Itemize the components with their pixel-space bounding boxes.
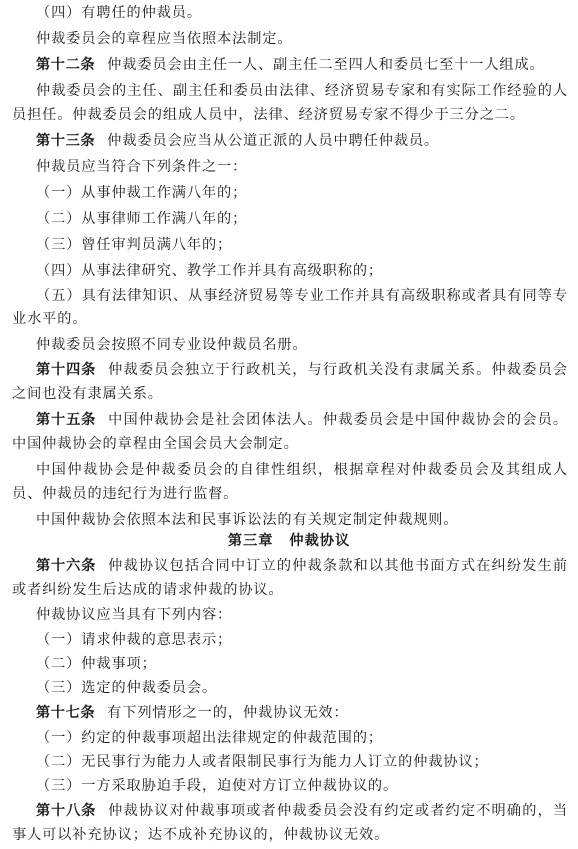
- article-number: 第十二条: [36, 57, 96, 73]
- list-item: （一）从事仲裁工作满八年的；: [36, 185, 248, 201]
- paragraph-line: 员、仲裁员的违纪行为进行监督。: [12, 486, 239, 502]
- paragraph-line: （四）有聘任的仲裁员。: [36, 5, 202, 21]
- list-item: （二）仲裁事项；: [36, 656, 157, 672]
- article-number: 第十八条: [36, 803, 97, 819]
- paragraph-line: 业水平的。: [12, 311, 88, 327]
- list-item: （三）一方采取胁迫手段，迫使对方订立仲裁协议的。: [36, 778, 399, 794]
- paragraph-line: 仲裁委员会的主任、副主任和委员由法律、经济贸易专家和有实际工作经验的人: [36, 83, 568, 99]
- article-line: [36, 702, 568, 724]
- paragraph-line: 中国仲裁协会是仲裁委员会的自律性组织，根据章程对仲裁委员会及其组成人: [36, 462, 568, 478]
- article-line: [36, 359, 568, 381]
- article-text: 仲裁协议对仲裁事项或者仲裁委员会没有约定或者约定不明确的，当: [108, 803, 568, 819]
- paragraph-line: 或者纠纷发生后达成的请求仲裁的协议。: [12, 582, 284, 598]
- paragraph-line: 员担任。仲裁委员会的组成人员中，法律、经济贸易专家不得少于三分之二。: [12, 107, 525, 123]
- article-number: 第十六条: [36, 558, 97, 574]
- article-text: 仲裁委员会由主任一人、副主任二至四人和委员七至十一人组成。: [107, 57, 545, 73]
- chapter-title: 仲裁协议: [289, 533, 351, 549]
- list-item: （三）选定的仲裁委员会。: [36, 680, 218, 696]
- article-line: [36, 555, 568, 577]
- paragraph-line: 之间也没有隶属关系。: [12, 386, 163, 402]
- article-text: 仲裁委员会独立于行政机关，与行政机关没有隶属关系。仲裁委员会: [108, 362, 568, 378]
- article-number: 第十四条: [36, 362, 97, 378]
- list-item: （二）从事律师工作满八年的；: [36, 211, 248, 227]
- chapter-heading: [0, 530, 578, 552]
- article-text: 仲裁协议包括合同中订立的仲裁条款和以其他书面方式在纠纷发生前: [108, 558, 568, 574]
- article-text: 中国仲裁协会是社会团体法人。仲裁委员会是中国仲裁协会的会员。: [108, 412, 568, 428]
- article-line: [36, 409, 568, 431]
- article-line: [36, 130, 568, 152]
- paragraph-line: 中国仲裁协会依照本法和民事诉讼法的有关规定制定仲裁规则。: [36, 512, 459, 528]
- article-number: 第十五条: [36, 412, 97, 428]
- list-item: （三）曾任审判员满八年的；: [36, 237, 233, 253]
- list-item: （五）具有法律知识、从事经济贸易等专业工作并具有高级职称或者具有同等专: [36, 288, 568, 304]
- paragraph-line: 仲裁员应当符合下列条件之一：: [36, 159, 248, 175]
- paragraph-line: 仲裁委员会的章程应当依照本法制定。: [36, 31, 293, 47]
- list-item: （二）无民事行为能力人或者限制民事行为能力人订立的仲裁协议；: [36, 754, 489, 770]
- article-number: 第十三条: [36, 133, 96, 149]
- paragraph-line: 仲裁协议应当具有下列内容：: [36, 607, 233, 623]
- paragraph-line: 中国仲裁协会的章程由全国会员大会制定。: [12, 436, 299, 452]
- paragraph-line: 仲裁委员会按照不同专业设仲裁员名册。: [36, 337, 308, 353]
- list-item: （一）请求仲裁的意思表示；: [36, 632, 233, 648]
- chapter-number: 第三章: [227, 533, 274, 549]
- list-item: （一）约定的仲裁事项超出法律规定的仲裁范围的；: [36, 730, 384, 746]
- article-text: 仲裁委员会应当从公道正派的人员中聘任仲裁员。: [107, 133, 440, 149]
- paragraph-line: 事人可以补充协议；达不成补充协议的，仲裁协议无效。: [12, 827, 390, 843]
- list-item: （四）从事法律研究、教学工作并具有高级职称的；: [36, 263, 384, 279]
- article-text: 有下列情形之一的，仲裁协议无效：: [107, 705, 349, 721]
- article-number: 第十七条: [36, 705, 96, 721]
- article-line: [36, 54, 568, 76]
- article-line: [36, 800, 568, 822]
